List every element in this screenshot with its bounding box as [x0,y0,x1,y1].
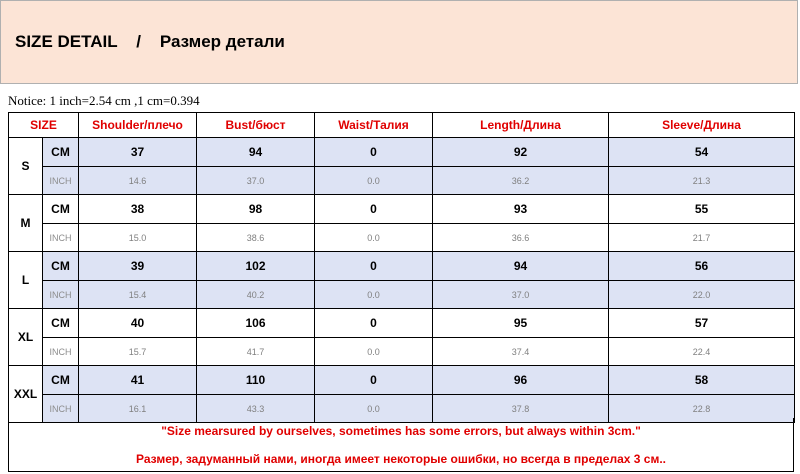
value-inch: 37.4 [433,338,609,366]
unit-label-inch: INCH [43,395,79,423]
size-label: XXL [9,366,43,423]
column-header-length: Length/Длина [433,113,609,138]
size-label: L [9,252,43,309]
unit-label-cm: CM [43,366,79,395]
unit-label-inch: INCH [43,167,79,195]
value-cm: 110 [197,366,315,395]
unit-label-cm: CM [43,309,79,338]
value-cm: 0 [315,195,433,224]
value-cm: 102 [197,252,315,281]
value-inch: 22.4 [609,338,795,366]
value-cm: 93 [433,195,609,224]
footer-note [8,418,794,472]
value-cm: 57 [609,309,795,338]
table-row [9,338,795,366]
table-row [9,138,795,167]
value-inch: 0.0 [315,338,433,366]
value-inch: 0.0 [315,224,433,252]
size-table [8,112,795,423]
value-cm: 54 [609,138,795,167]
value-inch: 37.8 [433,395,609,423]
table-header-row [9,113,795,138]
size-label: M [9,195,43,252]
value-inch: 38.6 [197,224,315,252]
footer-note-russian: Размер, задуманный нами, иногда имеет некоторые ошибки, но всегда в пределах 3 см.. [135,452,666,466]
value-inch: 37.0 [433,281,609,309]
column-header-shoulder: Shoulder/плечо [79,113,197,138]
value-inch: 0.0 [315,281,433,309]
column-header-sleeve: Sleeve/Длина [609,113,795,138]
value-cm: 94 [433,252,609,281]
value-cm: 0 [315,366,433,395]
value-inch: 21.3 [609,167,795,195]
value-inch: 37.0 [197,167,315,195]
value-cm: 0 [315,309,433,338]
value-inch: 43.3 [197,395,315,423]
value-cm: 38 [79,195,197,224]
value-inch: 0.0 [315,395,433,423]
value-cm: 39 [79,252,197,281]
value-inch: 21.7 [609,224,795,252]
unit-label-cm: CM [43,252,79,281]
column-header-size: SIZE [9,113,79,138]
value-inch: 15.4 [79,281,197,309]
unit-label-cm: CM [43,195,79,224]
value-cm: 0 [315,252,433,281]
value-cm: 94 [197,138,315,167]
size-label: S [9,138,43,195]
size-label: XL [9,309,43,366]
unit-label-inch: INCH [43,281,79,309]
value-cm: 106 [197,309,315,338]
value-cm: 55 [609,195,795,224]
table-row [9,309,795,338]
header-banner [0,0,798,84]
table-row [9,366,795,395]
value-cm: 56 [609,252,795,281]
header-title: SIZE DETAIL / Размер детали [15,32,285,51]
value-cm: 92 [433,138,609,167]
value-inch: 22.0 [609,281,795,309]
value-cm: 40 [79,309,197,338]
table-row [9,224,795,252]
value-cm: 96 [433,366,609,395]
value-inch: 22.8 [609,395,795,423]
unit-label-inch: INCH [43,224,79,252]
table-row [9,252,795,281]
value-inch: 40.2 [197,281,315,309]
value-inch: 14.6 [79,167,197,195]
value-cm: 41 [79,366,197,395]
value-inch: 0.0 [315,167,433,195]
value-inch: 16.1 [79,395,197,423]
column-header-bust: Bust/бюст [197,113,315,138]
conversion-notice: Notice: 1 inch=2.54 cm ,1 cm=0.394 [8,93,200,108]
unit-label-inch: INCH [43,338,79,366]
value-inch: 15.7 [79,338,197,366]
value-cm: 98 [197,195,315,224]
value-cm: 0 [315,138,433,167]
value-inch: 15.0 [79,224,197,252]
unit-label-cm: CM [43,138,79,167]
table-row [9,167,795,195]
value-cm: 58 [609,366,795,395]
value-inch: 36.6 [433,224,609,252]
value-cm: 95 [433,309,609,338]
column-header-waist: Waist/Талия [315,113,433,138]
value-inch: 36.2 [433,167,609,195]
value-cm: 37 [79,138,197,167]
value-inch: 41.7 [197,338,315,366]
footer-note-english: "Size mearsured by ourselves, sometimes has some errors, but always within 3cm." [161,424,641,438]
table-row [9,195,795,224]
table-row [9,281,795,309]
